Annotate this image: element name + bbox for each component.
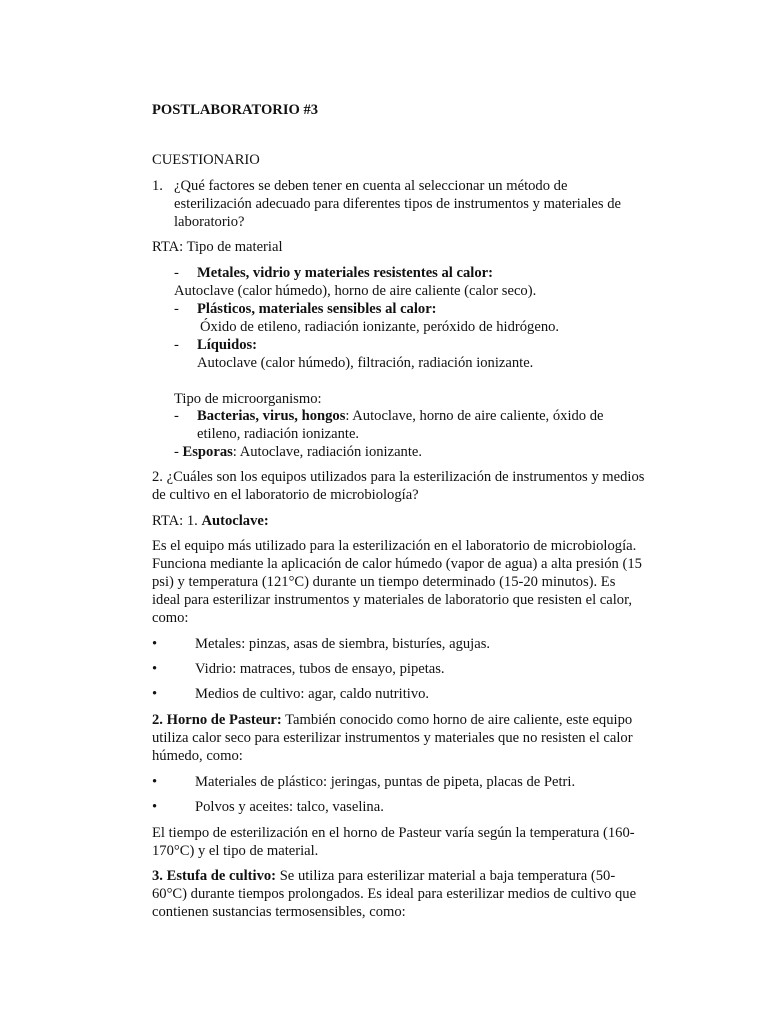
autoclave-paragraph-line: como:: [152, 610, 189, 626]
material-detail-plasticos: Óxido de etileno, radiación ionizante, peróxido de hidrógeno.: [200, 319, 560, 335]
list-dash: -: [174, 337, 179, 353]
question-1-line: ¿Qué factores se deben tener en cuenta al seleccionar un método de: [174, 178, 568, 194]
section-heading: CUESTIONARIO: [152, 152, 260, 168]
microorganism-heading: Tipo de microorganismo:: [174, 391, 322, 407]
bullet-icon: •: [152, 774, 158, 790]
microorganism-bacterias: [197, 407, 604, 425]
microorganism-esporas: [174, 443, 422, 461]
horno-tiempo-line: 170°C) y el tipo de material.: [152, 843, 319, 859]
material-detail-liquidos: Autoclave (calor húmedo), filtración, radiación ionizante.: [197, 355, 534, 371]
bullet-icon: •: [152, 661, 158, 677]
question-1-line: laboratorio?: [174, 214, 245, 230]
autoclave-paragraph-line: Funciona mediante la aplicación de calor húmedo (vapor de agua) a alta presión (15: [152, 556, 642, 572]
answer-2-prefix: RTA: 1.: [152, 513, 202, 529]
list-item: Materiales de plástico: jeringas, puntas de pipeta, placas de Petri.: [195, 774, 576, 790]
microorganism-bacterias-text: : Autoclave, horno de aire caliente, óxido de: [345, 408, 604, 424]
microorganism-esporas-label: Esporas: [182, 444, 233, 460]
list-dash: -: [174, 301, 179, 317]
list-dash: -: [174, 265, 179, 281]
list-item: Polvos y aceites: talco, vaselina.: [195, 799, 384, 815]
question-2-line: de cultivo en el laboratorio de microbiología?: [152, 487, 419, 503]
question-1-number: 1.: [152, 178, 163, 194]
autoclave-heading: Autoclave:: [201, 513, 269, 529]
page-title: POSTLABORATORIO #3: [152, 102, 319, 118]
bullet-icon: •: [152, 799, 158, 815]
list-item: Metales: pinzas, asas de siembra, bisturíes, agujas.: [195, 636, 491, 652]
autoclave-paragraph-line: ideal para esterilizar instrumentos y materiales de laboratorio que resisten el calor,: [152, 592, 633, 608]
list-item: Medios de cultivo: agar, caldo nutritivo.: [195, 686, 430, 702]
material-heading-plasticos: Plásticos, materiales sensibles al calor:: [197, 301, 437, 317]
horno-first-line: También conocido como horno de aire caliente, este equipo: [281, 712, 633, 728]
list-dash: -: [174, 444, 183, 460]
list-item: Vidrio: matraces, tubos de ensayo, pipetas.: [195, 661, 445, 677]
estufa-paragraph-line: [152, 867, 615, 885]
estufa-first-line: Se utiliza para esterilizar material a baja temperatura (50-: [276, 868, 616, 884]
material-detail-metales: Autoclave (calor húmedo), horno de aire caliente (calor seco).: [174, 283, 537, 299]
bullet-icon: •: [152, 686, 158, 702]
estufa-paragraph-line: contienen sustancias termosensibles, como:: [152, 904, 406, 920]
estufa-paragraph-line: 60°C) durante tiempos prolongados. Es ideal para esterilizar medios de cultivo que: [152, 886, 637, 902]
question-2-line: 2. ¿Cuáles son los equipos utilizados para la esterilización de instrumentos y medios: [152, 469, 645, 485]
question-1-line: esterilización adecuado para diferentes tipos de instrumentos y materiales de: [174, 196, 621, 212]
horno-tiempo-line: El tiempo de esterilización en el horno de Pasteur varía según la temperatura (160-: [152, 825, 635, 841]
horno-paragraph-line: húmedo, como:: [152, 748, 243, 764]
estufa-heading: 3. Estufa de cultivo:: [152, 868, 277, 884]
answer-1-label: RTA: Tipo de material: [152, 239, 283, 255]
autoclave-paragraph-line: Es el equipo más utilizado para la esterilización en el laboratorio de microbiología.: [152, 538, 637, 554]
microorganism-bacterias-label: Bacterias, virus, hongos: [197, 408, 346, 424]
autoclave-paragraph-line: psi) y temperatura (121°C) durante un tiempo determinado (15-20 minutos). Es: [152, 574, 616, 590]
answer-2-label: [152, 512, 269, 530]
list-dash: -: [174, 408, 179, 424]
material-heading-metales: Metales, vidrio y materiales resistentes al calor:: [197, 265, 493, 281]
horno-heading: 2. Horno de Pasteur:: [152, 712, 282, 728]
microorganism-bacterias-cont: etileno, radiación ionizante.: [197, 426, 360, 442]
bullet-icon: •: [152, 636, 158, 652]
horno-paragraph-line: [152, 711, 632, 729]
microorganism-esporas-text: : Autoclave, radiación ionizante.: [232, 444, 423, 460]
horno-paragraph-line: utiliza calor seco para esterilizar instrumentos y materiales que no resisten el calor: [152, 730, 633, 746]
material-heading-liquidos: Líquidos:: [197, 337, 258, 353]
